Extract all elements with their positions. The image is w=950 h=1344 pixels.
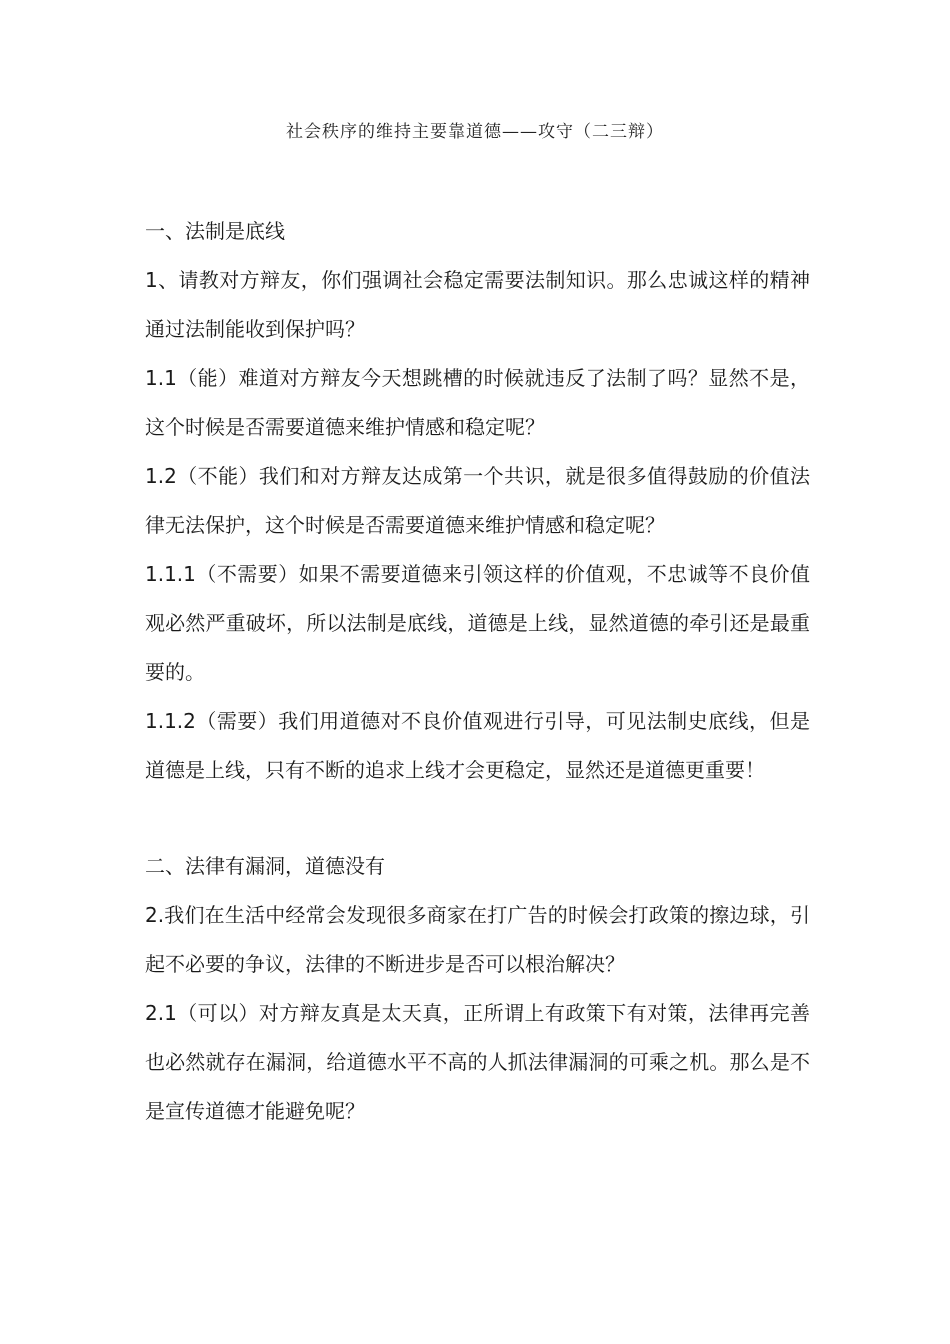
paragraph-1-1: 1.1（能）难道对方辩友今天想跳槽的时候就违反了法制了吗？显然不是，这个时候是否需要道德来维护情感和稳定呢？	[145, 366, 810, 439]
section-heading-2: 二、法律有漏洞，道德没有	[145, 854, 385, 878]
section-spacer	[145, 795, 810, 842]
paragraph-2-1: 2.1（可以）对方辩友真是太天真，正所谓上有政策下有对策，法律再完善也必然就存在漏洞，给道德水平不高的人抓法律漏洞的可乘之机。那么是不是宣传道德才能避免呢？	[145, 1001, 810, 1123]
section-heading-1: 一、法制是底线	[145, 219, 285, 243]
paragraph-1-1-1: 1.1.1（不需要）如果不需要道德来引领这样的价值观，不忠诚等不良价值观必然严重破坏，所以法制是底线，道德是上线，显然道德的牵引还是最重要的。	[145, 562, 810, 684]
paragraph-2: 2.我们在生活中经常会发现很多商家在打广告的时候会打政策的擦边球，引起不必要的争议，法律的不断进步是否可以根治解决？	[145, 903, 810, 976]
document-title: 社会秩序的维持主要靠道德——攻守（二三辩）	[286, 122, 664, 142]
document-body	[145, 207, 810, 1136]
paragraph-1: 1、请教对方辩友，你们强调社会稳定需要法制知识。那么忠诚这样的精神通过法制能收到保护吗？	[145, 268, 810, 341]
paragraph-1-1-2: 1.1.2（需要）我们用道德对不良价值观进行引导，可见法制史底线，但是道德是上线，只有不断的追求上线才会更稳定，显然还是道德更重要！	[145, 709, 810, 782]
paragraph-1-2: 1.2（不能）我们和对方辩友达成第一个共识，就是很多值得鼓励的价值法律无法保护，这个时候是否需要道德来维护情感和稳定呢？	[145, 464, 810, 537]
